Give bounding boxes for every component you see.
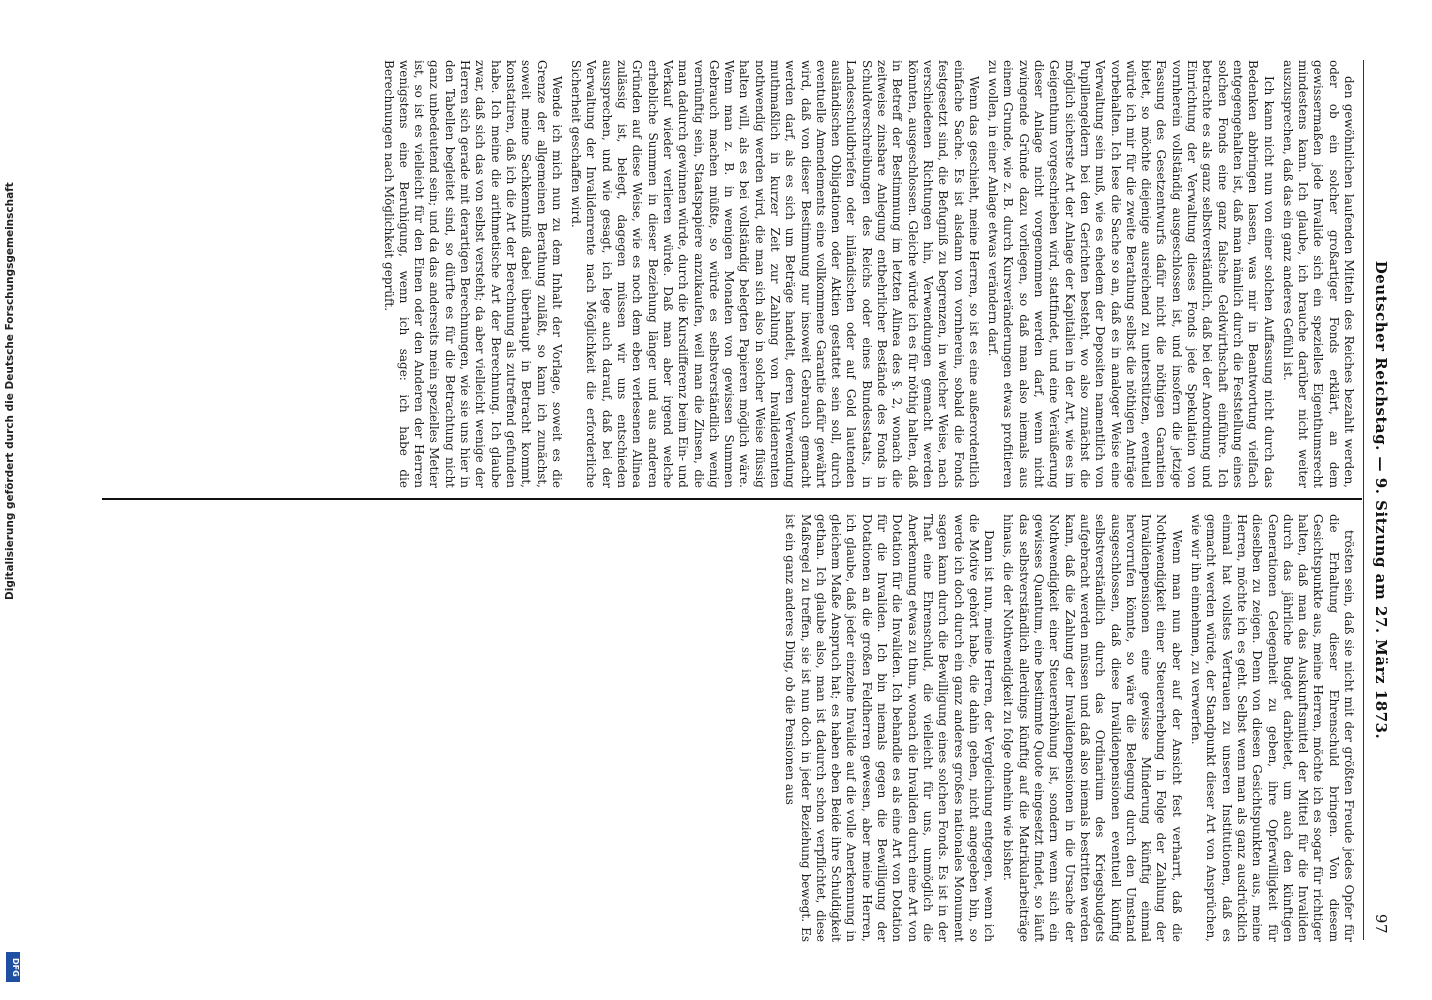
text-column-right (106, 514, 1356, 942)
dfg-logo: DFG (6, 952, 20, 982)
paragraph: den gewöhnlichen laufenden Mitteln des Reiches bezahlt werden, oder ob ein solcher großartiger Fonds erklärt, an dem gewissermaßen jede Invalide sich ein spezielles Eigenthumsrecht mindestens kann. Ich glaube, ich brauche darüber nicht weiter auszusprechen, daß das ein ganz anderes Gefühl ist. (1280, 60, 1356, 488)
scanned-page (96, 40, 1396, 960)
paragraph: Wende ich mich nun zu dem Inhalt der Vorlage, soweit es die Grenze der allgemeinen Berathung zuläßt, so kann ich zunächst, soweit meine Sachkenntniß dabei überhaupt in Betracht kommt, konstatiren, daß ich die Art der Berechnung als zutreffend gefunden habe. Ich meine die arithmetische Art der Berechnung. Ich glaube zwar, daß sich das von selbst versteht; da aber vielleicht wenige der Herren sich gerade mit derartigen Berechnungen, wie sie uns hier in den Tabellen begleitet sind, so dürfte es für die Betrachtung nicht ganz unbedeutend sein; und da das anderseits mein spezielles Metier ist, so ist es vielleicht für den Einen oder den Anderen der Herren wenigstens eine Beruhigung, wenn ich sage: ich habe die Berechnungen nach Möglichkeit geprüft. (381, 60, 564, 488)
text-column-left (106, 60, 1356, 488)
header-rule (1363, 60, 1364, 940)
paragraph: Dann ist nun, meine Herren, der Vergleichung entgegen, wenn ich die Motive gehört habe, die dahin gehen, nicht angegeben bin, so werde ich doch durch ein ganz anderes großes nationales Monument sagen kann durch die Bewilligung eines solchen Fonds. Es ist in der That eine Ehrenschuld, die vielleicht für uns, unmöglich die Anerkennung etwas zu thun, wonach die Invaliden durch eine Art von Dotation für die Invaliden. Ich behandle es als eine Art von Dotation für die Invaliden. Ich bin niemals gegen die Bewilligung der Dotationen an die großen Feldherren gewesen, aber meine Herren, ich glaube, daß jeder einzelne Invalide auf die volle Anerkennung in gleichem Maße Anspruch hat; es haben eben Beide ihre Schuldigkeit gethan. Ich glaube also, man ist dadurch schon verpflichtet, diese Maßregel zu treffen, sie ist nun doch in jeder Beziehung bewegt. Es ist ein ganz anderes Ding, ob die Pensionen aus (783, 514, 997, 942)
page-header-title: Deutscher Reichstag. — 9. Sitzung am 27. März 1873. (1372, 260, 1390, 740)
paragraph: Wenn man nun aber auf der Ansicht fest verharrt, daß die Nothwendigkeit einer Steuererhebung in Folge der Zahlung der Invalidenpensionen eine gewisse Minderung künftig einmal hervorrufen könnte, so wäre die Belegung durch den Umstand ausgeschlossen, daß diese Invalidenpensionen eventuell künftig selbstverständlich durch das Ordinarium des Kriegsbudgets aufgebracht werden müssen und daß also niemals bestritten werden kann, daß die Zahlung der Invalidenpensionen in die Ursache der Nothwendigkeit einer Steuererhöhung ist, sondern wenn sich ein gewisses Quantum, eine bestimmte Quote eingesetzt findet, so läuft das selbstverständlich allerdings künftig auf die Matrikularbeiträge hinaus, die der Nothwendigkeit zu folge ohnehin wie bisher. (1001, 514, 1184, 942)
paragraph: Ich kann nicht nun von einer solchen Auffassung nicht durch das Bedenken abbringen lassen, was mir in Beantwortung vielfach entgegengehalten ist, daß man nämlich durch die Feststellung eines solchen Fonds eine ganz falsche Geldwirthschaft einführe. Ich betrachte es als ganz selbstverständlich, daß bei der Anordnung und Einrichtung der Verwaltung dieses Fonds jede Spekulation von vornherein vollständig ausgeschlossen ist, und insofern die jetzige Fassung des Gesetzentwurfs dafür nicht die nöthigen Garantien bietet, so möchte diejenige ausreichend zu unterstützen, eventuell würde ich mir für die zweite Berathung selbst die nöthigen Anträge vorbehalten. Ich lese die Sache so an, daß es in analoger Weise eine Verwaltung sein muß, wie es ehedem der Depositen namentlich von Pupillengeldern bei den Gerichten besteht, wo also zunächst die möglich sicherste Art der Anlage der Kapitalien in der Art, wie es im Geigenthum vorgeschrieben wird, stattfindet, und eine Veräußerung dieser Anlage nicht vorgenommen werden darf, wenn nicht zwingende Gründe dazu vorliegen, so daß man also niemals aus einem Grunde, wie z. B. durch Kursveränderungen etwas profitieren zu wollen, in einer Anlage etwas verändern darf. (986, 60, 1276, 488)
paragraph: trösten sein, daß sie nicht mit der größten Freude jedes Opfer für die Erhaltung dieser Ehrenschuld bringen. Von diesem Gesichtspunkte aus, meine Herren, möchte ich es sogar für richtiger halten, daß man das Auskunftsmittel der Mittel für die Invaliden durch das jährliche Budget darbietet, um auch den künftigen Generationen Gelegenheit zu geben, ihre Opferwilligkeit für dieselben zu zeigen. Denn von diesen Gesichtspunkten aus, meine Herren, möchte ich es geht. Selbst wenn man als ganz ausdrücklich einmal hat vollstes Vertrauen zu unseren Institutionen, daß es gemacht werden würde, der Standpunkt dieser Art von Ansprüchen, wie wir ihn einnehmen, zu verwerfen. (1189, 514, 1356, 942)
page-header (1366, 60, 1396, 940)
column-divider (102, 498, 1362, 500)
rotated-page-content (96, 40, 1396, 960)
page-number: 97 (1372, 913, 1390, 934)
paragraph: Wenn das geschieht, meine Herren, so ist es eine außerordentlich einfache Sache. Es ist alsdann von vornherein, sobald die Fonds festgesetzt sind, die Befugniß zu begrenzen, in welcher Weise, nach verschiedenen Richtungen hin, Verwendungen gemacht werden könnten, ausgeschlossen. Gleiche würde ich es für nöthig halten, daß in Betreff der Bestimmung im letzten Alinea des §. 2, wonach die zeitweise zinsbare Anlegung entbehrlicher Bestände des Fonds in Schuldverschreibungen des Reichs oder eines Bundesstaats, in Landesschuldbriefen oder inländischen oder auf Gold lautenden ausländischen Obligationen oder Aktien gestattet sein soll, durch eventuelle Amendements eine vollkommene Garantie dafür gewährt wird, daß von dieser Bestimmung nur insoweit Gebrauch gemacht werden darf, als es sich um Beträge handelt, deren Verwendung muthmaßlich in kurzer Zeit zur Zahlung von Invalidenrenten nothwendig werden wird, die man sich also in solcher Weise flüssig halten will, als es bei vollständig belegten Papieren möglich wäre. Wenn man z. B. in wenigen Monaten von gewissen Summen Gebrauch machen müßte, so würde es selbstverständlich wenig vernünftig sein, Staatspapiere anzukaufen, weil man die Zinsen, die man dadurch gewinnen würde, durch die Kursdifferenz beim Ein- und Verkauf wieder verlieren würde. Daß man aber irgend welche erhebliche Summen in dieser Beziehung länger und aus anderen Gründen auf diese Weise, wie es noch dem eben verlesenen Alinea zulässig ist, belegt, dagegen müssen wir uns entschieden aussprechen, und wie gesagt, ich lege auch darauf, daß bei der Verwaltung der Invalidenrente nach Möglichkeit die erforderliche Sicherheit geschaffen wird. (569, 60, 981, 488)
digitization-credit: Digitalisierung gefördert durch die Deutsche Forschungsgemeinschaft (4, 182, 16, 600)
